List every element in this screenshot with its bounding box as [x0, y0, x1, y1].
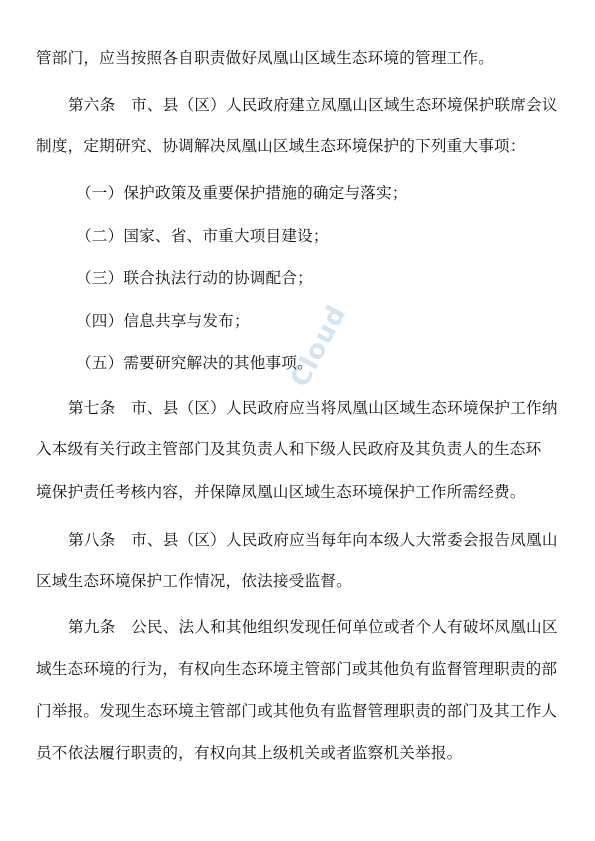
article-6-line-1: 第六条 市、县（区）人民政府建立凤凰山区域生态环境保护联席会议: [68, 96, 558, 114]
article-8-line-2: 区域生态环境保护工作情况，依法接受监督。: [36, 572, 352, 590]
list-item-2: （二）国家、省、市重大项目建设；: [76, 227, 329, 245]
article-9-line-1: 第九条 公民、法人和其他组织发现任何单位或者个人有破坏凤凰山区: [68, 618, 558, 636]
article-6-line-2: 制度，定期研究、协调解决凤凰山区域生态环境保护的下列重大事项：: [36, 137, 526, 155]
article-9-line-3: 门举报。发现生态环境主管部门或其他负有监督管理职责的部门及其工作人: [36, 702, 558, 720]
list-item-1: （一）保护政策及重要保护措施的确定与落实；: [76, 184, 408, 202]
article-7-line-3: 境保护责任考核内容，并保障凤凰山区域生态环境保护工作所需经费。: [36, 483, 526, 501]
article-9-line-2: 域生态环境的行为，有权向生态环境主管部门或其他负有监督管理职责的部: [36, 660, 558, 678]
list-item-5: （五）需要研究解决的其他事项。: [76, 354, 313, 372]
line-1: 管部门，应当按照各自职责做好凤凰山区域生态环境的管理工作。: [36, 49, 495, 67]
list-item-4: （四）信息共享与发布；: [76, 312, 250, 330]
article-9-line-4: 员不依法履行职责的，有权向其上级机关或者监察机关举报。: [36, 744, 463, 762]
article-8-line-1: 第八条 市、县（区）人民政府应当每年向本级人大常委会报告凤凰山: [68, 531, 558, 549]
article-7-line-1: 第七条 市、县（区）人民政府应当将凤凰山区域生态环境保护工作纳: [68, 399, 558, 417]
article-7-line-2: 入本级有关行政主管部门及其负责人和下级人民政府及其负责人的生态环: [36, 440, 542, 458]
watermark: Cloud: [285, 300, 353, 393]
list-item-3: （三）联合执法行动的协调配合；: [76, 269, 313, 287]
